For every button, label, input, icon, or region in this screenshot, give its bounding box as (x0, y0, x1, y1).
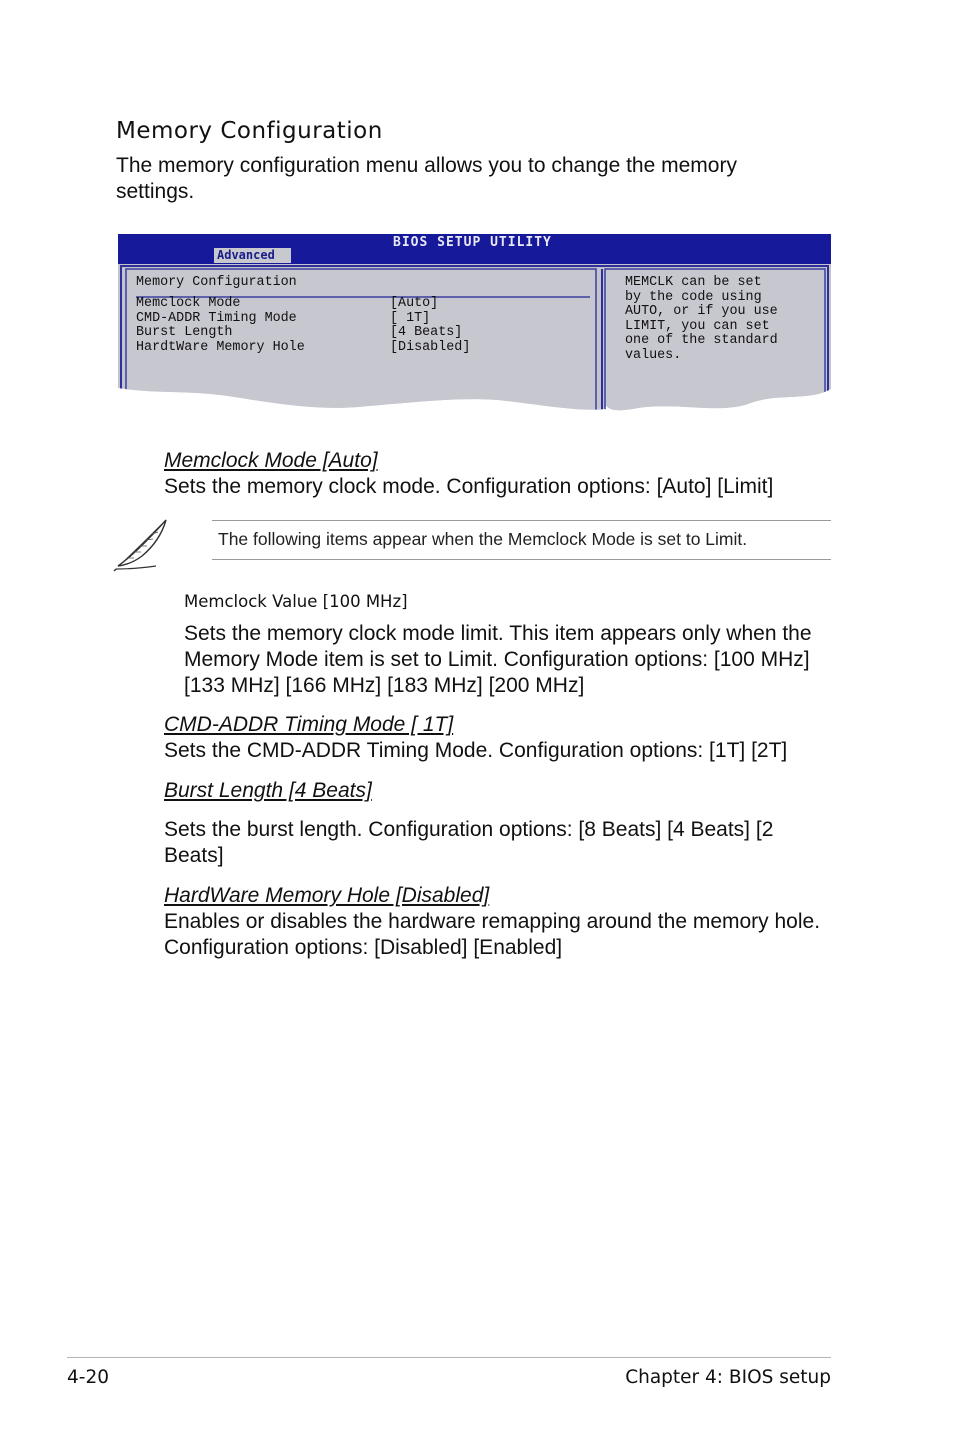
footer-divider (67, 1357, 831, 1358)
bios-title-bar (118, 234, 831, 264)
memclock-value-desc: Sets the memory clock mode limit. This item appears only when the Memory Mode item is set to Limit. Configuration options: [100 MHz] [133 MHz] [166 MHz] [183 MHz] [200 MHz] (184, 622, 812, 697)
bios-item-label[interactable]: Burst Length (136, 325, 233, 340)
bios-screenshot (118, 234, 831, 419)
note-text: The following items appear when the Memclock Mode is set to Limit. (218, 529, 748, 549)
section-title: Memory Configuration (116, 118, 383, 144)
bios-utility-title: BIOS SETUP UTILITY (393, 235, 552, 250)
bios-panel-title: Memory Configuration (136, 275, 297, 290)
bios-item-label[interactable]: Memclock Mode (136, 296, 241, 311)
note-feather-icon (112, 516, 172, 572)
cmd-addr-desc: Sets the CMD-ADDR Timing Mode. Configuration options: [1T] [2T] (164, 739, 788, 762)
memclock-mode-title: Memclock Mode [Auto] (164, 449, 378, 472)
hw-memory-hole-desc: Enables or disables the hardware remapping around the memory hole. Configuration options: [Disabled] [Enabled] (164, 910, 821, 959)
chapter-title: Chapter 4: BIOS setup (625, 1367, 831, 1388)
bios-item-value[interactable]: [Auto] (390, 296, 439, 311)
bios-tab-advanced: Advanced (214, 248, 291, 263)
page-number: 4-20 (67, 1367, 109, 1388)
bios-help-text: MEMCLK can be set by the code using AUTO, or if you use LIMIT, you can set one of the standard values. (625, 275, 778, 363)
cmd-addr-title: CMD-ADDR Timing Mode [ 1T] (164, 713, 454, 736)
burst-length-desc: Sets the burst length. Configuration options: [8 Beats] [4 Beats] [2 Beats] (164, 818, 774, 867)
note-box (212, 520, 831, 560)
memclock-value-title: Memclock Value [100 MHz] (184, 592, 408, 611)
bios-item-value[interactable]: [Disabled] (390, 339, 471, 355)
bios-item-label[interactable]: CMD-ADDR Timing Mode (136, 310, 297, 326)
intro-text: The memory configuration menu allows you to change the memory settings. (116, 154, 737, 203)
burst-length-title: Burst Length [4 Beats] (164, 779, 372, 802)
bios-body (118, 264, 831, 419)
bios-item-value[interactable]: [4 Beats] (390, 325, 463, 340)
bios-item-label[interactable]: HardtWare Memory Hole (136, 339, 305, 355)
memclock-mode-desc: Sets the memory clock mode. Configuration options: [Auto] [Limit] (164, 475, 774, 498)
hw-memory-hole-title: HardWare Memory Hole [Disabled] (164, 884, 490, 907)
bios-item-value[interactable]: [ 1T] (390, 310, 431, 326)
